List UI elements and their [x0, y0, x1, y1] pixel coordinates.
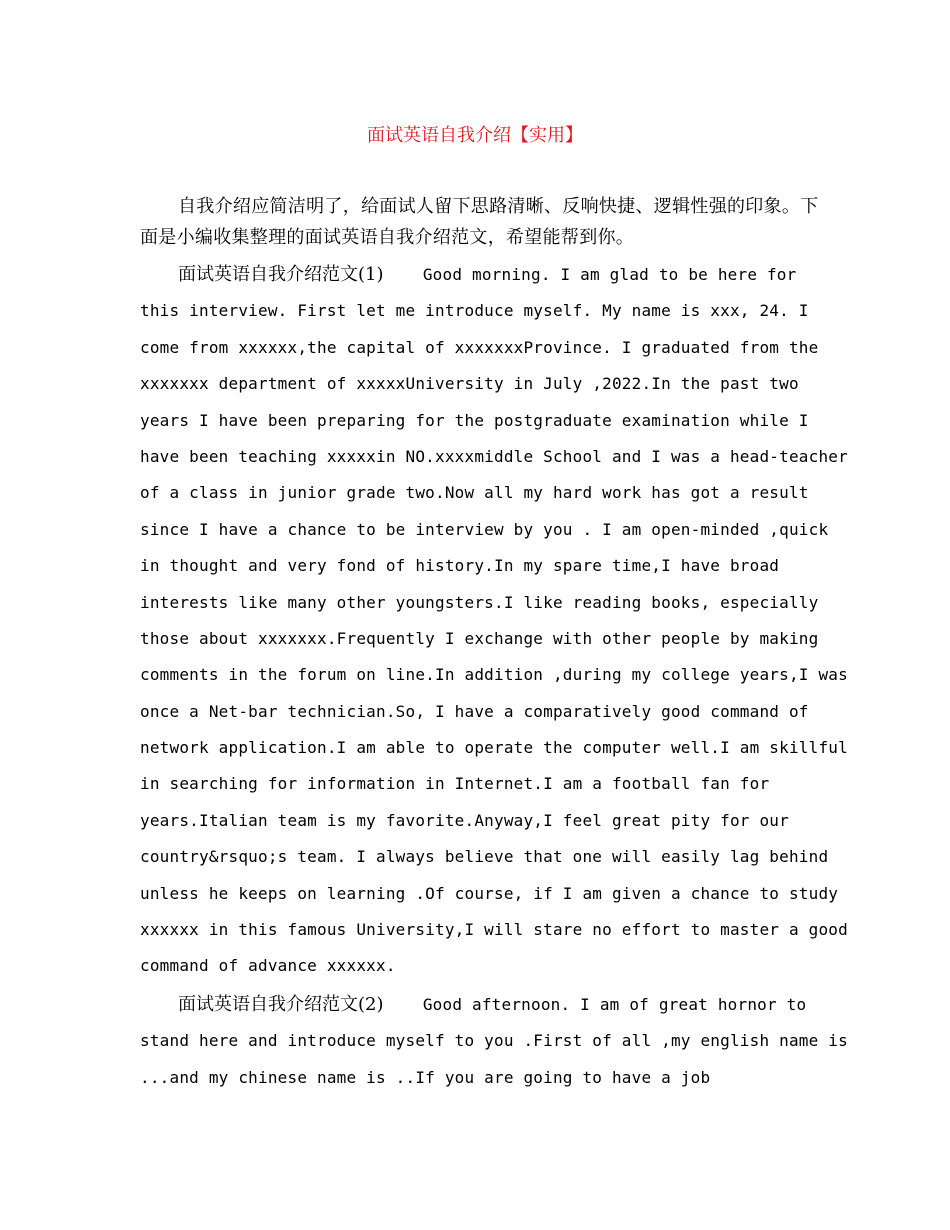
text-line: interests like many other youngsters.I like reading books, especially — [140, 592, 819, 612]
text-line: in thought and very fond of history.In my spare time,I have broad — [140, 556, 780, 576]
text-line: this interview. First let me introduce myself. My name is xxx, 24. I — [140, 301, 809, 321]
sample-paragraph-2 — [140, 987, 848, 1096]
text-line: in searching for information in Internet.I am a football fan for — [140, 774, 770, 794]
text-line: stand here and introduce myself to you .First of all ,my english name is — [140, 1031, 848, 1051]
text-line: command of advance xxxxxx. — [140, 956, 396, 976]
text-line: comments in the forum on line.In addition ,during my college years,I was — [140, 665, 848, 685]
text-line: xxxxxxx department of xxxxxUniversity in July ,2022.In the past two — [140, 374, 799, 394]
text-line: xxxxxx in this famous University,I will stare no effort to master a good — [140, 920, 848, 940]
document-title: 面试英语自我介绍【实用】 — [367, 125, 583, 146]
sample-1-first-line — [140, 257, 820, 293]
text-line: since I have a chance to be interview by you . I am open-minded ,quick — [140, 519, 829, 539]
document-body — [140, 191, 848, 1098]
sample-2-lines — [140, 1023, 848, 1096]
text-line: of a class in junior grade two.Now all my hard work has got a result — [140, 483, 809, 503]
text-line: have been teaching xxxxxin NO.xxxxmiddle School and I was a head-teacher — [140, 446, 848, 466]
text-line: once a Net-bar technician.So, I have a comparatively good command of — [140, 701, 809, 721]
sample-1-opening: Good morning. I am glad to be here for — [383, 265, 797, 284]
text-line: ...and my chinese name is ..If you are going to have a job — [140, 1067, 711, 1087]
sample-1-heading: 面试英语自我介绍范文(1) — [178, 264, 384, 285]
text-line: years.Italian team is my favorite.Anyway,I feel great pity for our — [140, 810, 789, 830]
sample-1-lines — [140, 293, 848, 984]
text-line: come from xxxxxx,the capital of xxxxxxxProvince. I graduated from the — [140, 337, 819, 357]
sample-2-heading: 面试英语自我介绍范文(2) — [178, 993, 384, 1015]
text-line: those about xxxxxxx.Frequently I exchange with other people by making — [140, 628, 819, 648]
text-line: country&rsquo;s team. I always believe that one will easily lag behind — [140, 847, 829, 867]
sample-2-opening: Good afternoon. I am of great hornor to — [383, 994, 807, 1014]
text-line: years I have been preparing for the postgraduate examination while I — [140, 410, 809, 430]
text-line: unless he keeps on learning .Of course, if I am given a chance to study — [140, 883, 839, 903]
intro-paragraph: 自我介绍应简洁明了，给面试人留下思路清晰、反响快捷、逻辑性强的印象。下面是小编收集整理的面试英语自我介绍范文，希望能帮到你。 — [140, 196, 819, 248]
sample-2-first-line — [140, 987, 820, 1023]
text-line: network application.I am able to operate the computer well.I am skillful — [140, 738, 848, 758]
sample-paragraph-1 — [140, 257, 848, 985]
